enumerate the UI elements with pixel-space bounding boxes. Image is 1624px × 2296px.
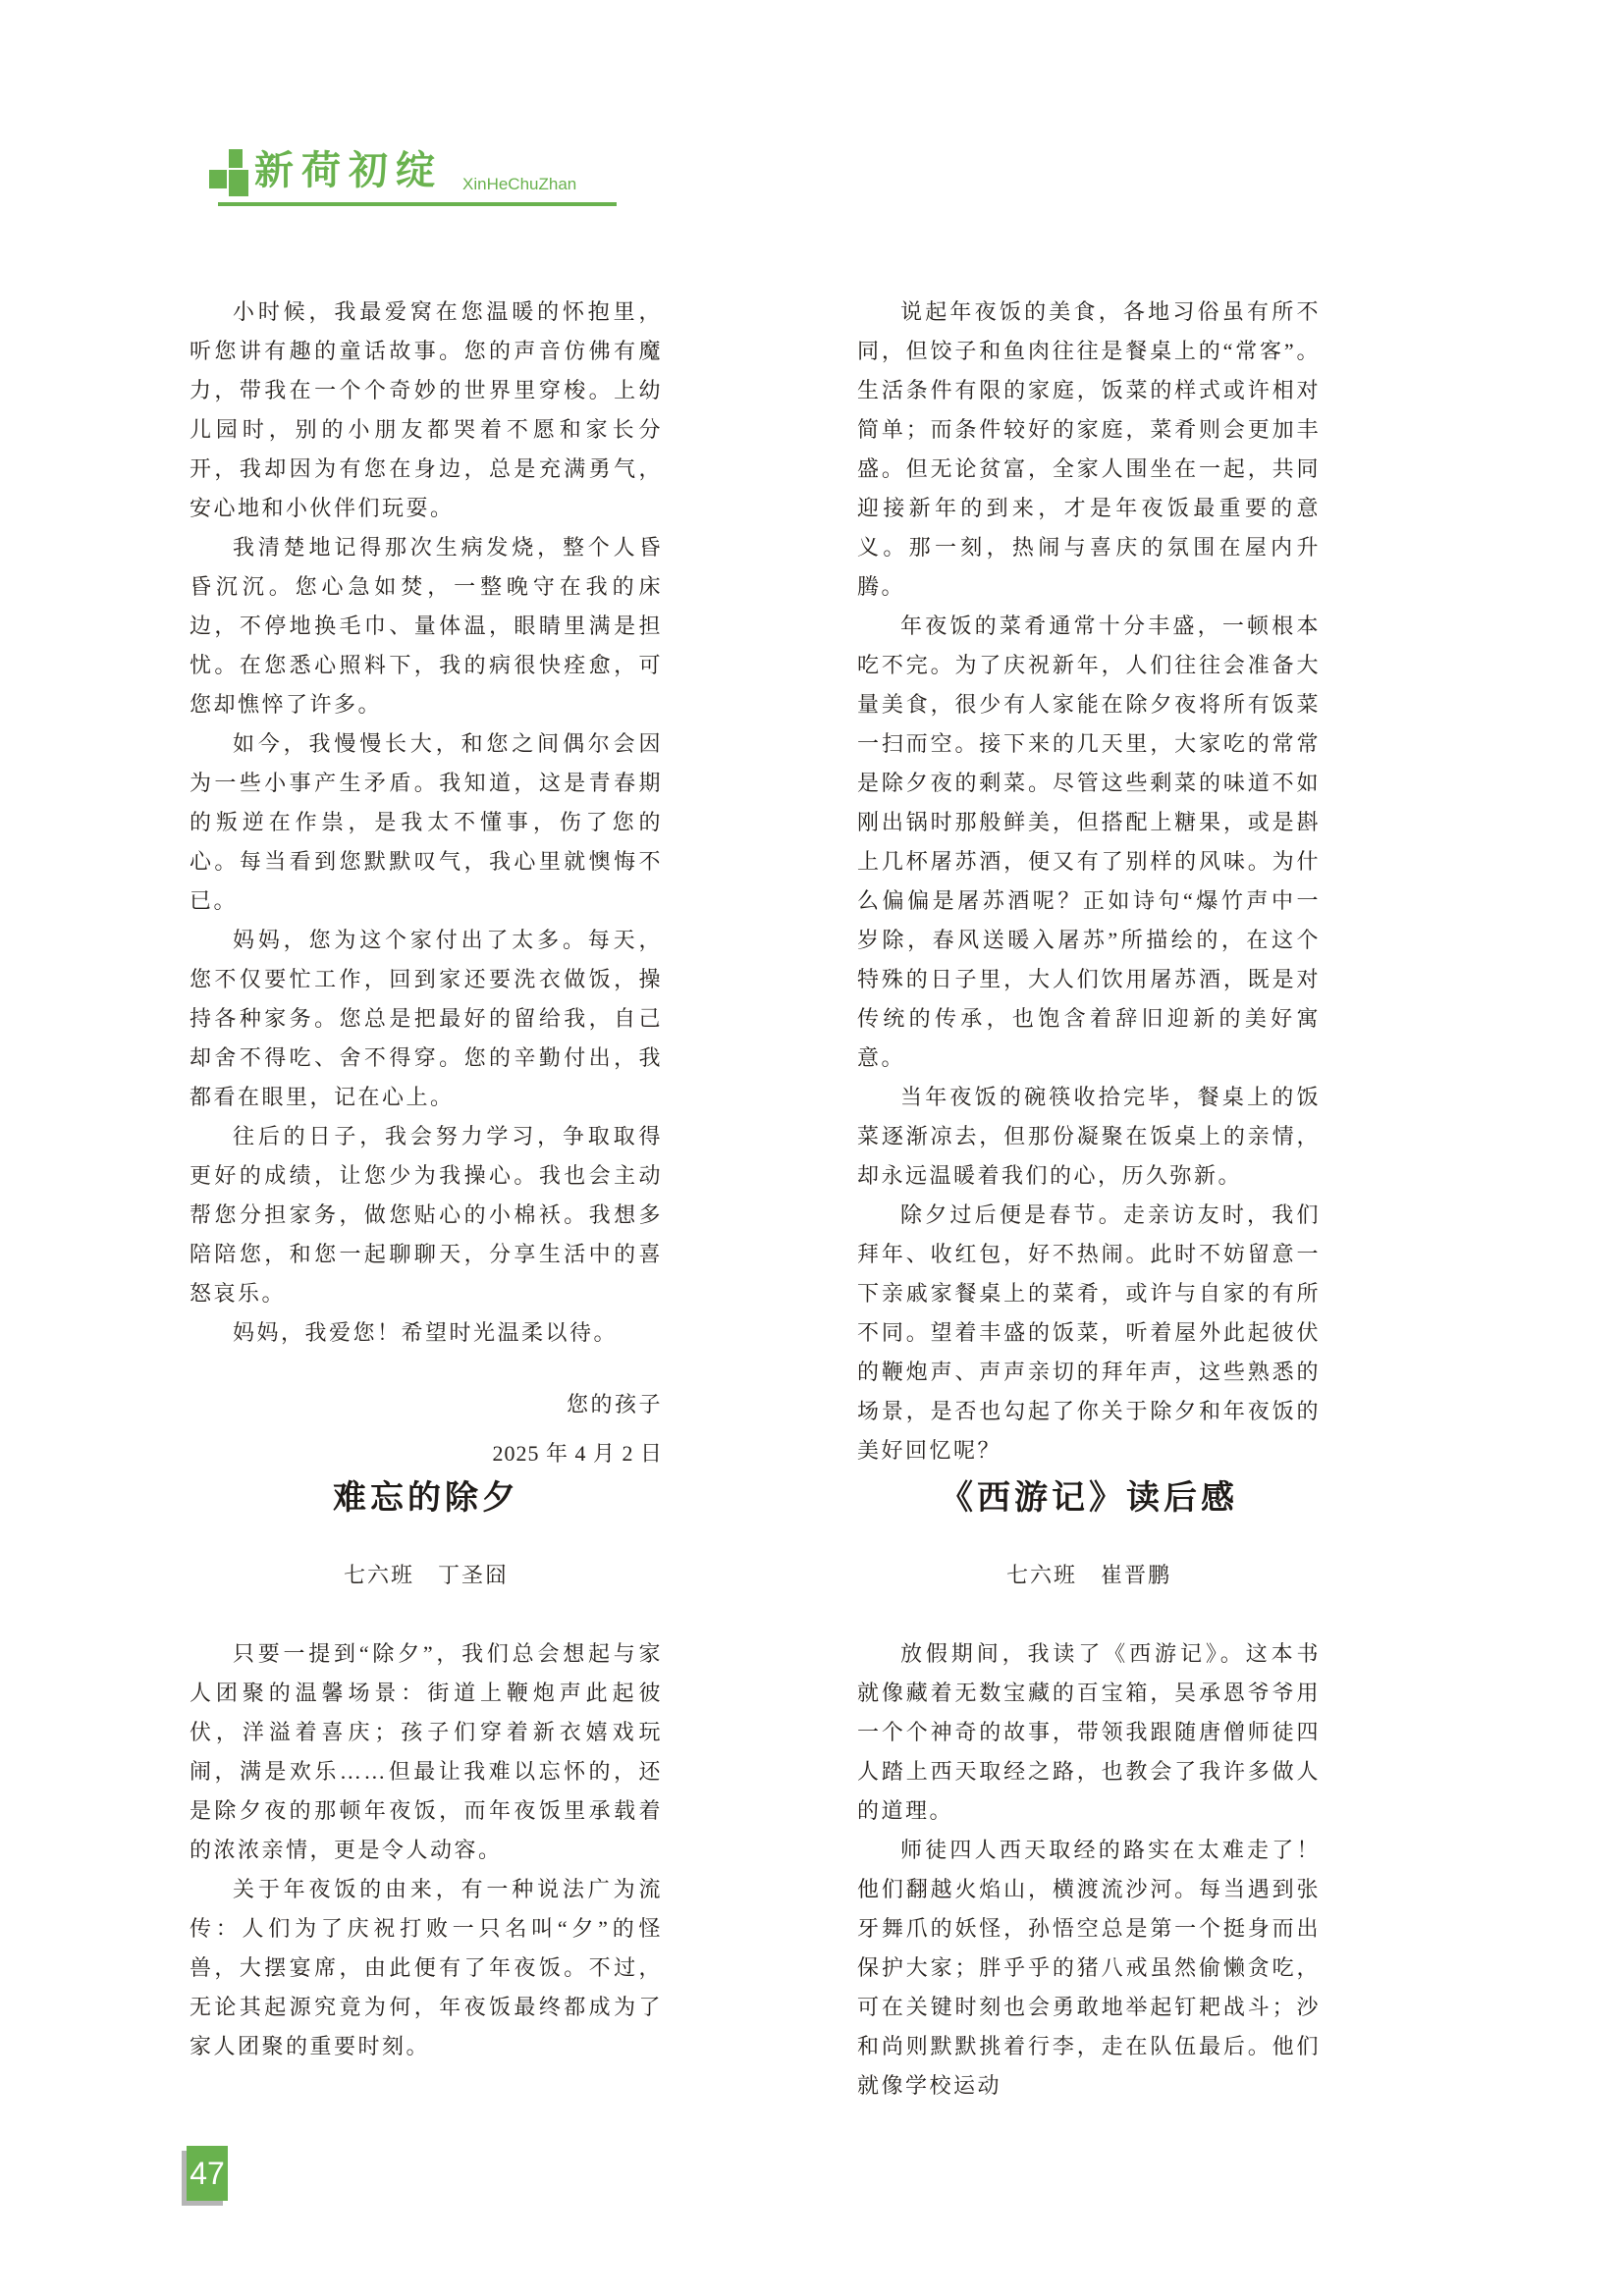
page-number-badge: 47 xyxy=(187,2146,228,2201)
letter-paragraph: 小时候，我最爱窝在您温暖的怀抱里，听您讲有趣的童话故事。您的声音仿佛有魔力，带我在一个个奇妙的世界里穿梭。上幼儿园时，别的小朋友都哭着不愿和家长分开，我却因为有您在身边，总是充满勇气，安心地和小伙伴们玩耍。 xyxy=(189,299,663,520)
essay-continuation-paragraph: 当年夜饭的碗筷收拾完毕，餐桌上的饭菜逐渐凉去，但那份凝聚在饭桌上的亲情，却永远温暖着我们的心，历久弥新。 xyxy=(857,1085,1321,1188)
header-rule xyxy=(218,202,617,206)
essay-body xyxy=(857,1634,1321,2106)
right-column xyxy=(857,293,1321,2216)
essay-title: 《西游记》读后感 xyxy=(940,1480,1238,1517)
essay-author: 七六班 崔晋鹏 xyxy=(1005,1563,1171,1587)
logo-square xyxy=(229,149,243,168)
essay-paragraph: 关于年夜饭的由来，有一种说法广为流传：人们为了庆祝打败一只名叫“夕”的怪兽，大摆宴席，由此便有了年夜饭。不过，无论其起源究竟为何，年夜饭最终都成为了家人团聚的重要时刻。 xyxy=(189,1877,663,2058)
letter-paragraph: 往后的日子，我会努力学习，争取取得更好的成绩，让您少为我操心。我也会主动帮您分担家务，做您贴心的小棉袄。我想多陪陪您，和您一起聊聊天，分享生活中的喜怒哀乐。 xyxy=(189,1124,663,1306)
logo-squares-icon xyxy=(197,149,250,198)
logo-square xyxy=(209,170,227,188)
magazine-title: 新荷初绽 xyxy=(254,149,443,192)
letter-paragraph: 我清楚地记得那次生病发烧，整个人昏昏沉沉。您心急如焚，一整晚守在我的床边，不停地换毛巾、量体温，眼睛里满是担忧。在您悉心照料下，我的病很快痊愈，可您却憔悴了许多。 xyxy=(189,535,663,717)
logo-square xyxy=(229,170,248,196)
essay-body xyxy=(189,1634,663,2066)
letter-signature: 您的孩子 xyxy=(566,1392,663,1416)
essay-author: 七六班 丁圣囧 xyxy=(343,1563,509,1587)
essay-journey-to-the-west-review xyxy=(857,1476,1321,2106)
left-column xyxy=(189,293,663,2216)
magazine-title-pinyin: XinHeChuZhan xyxy=(462,175,577,193)
essay-paragraph: 师徒四人西天取经的路实在太难走了！他们翻越火焰山，横渡流沙河。每当遇到张牙舞爪的妖怪，孙悟空总是第一个挺身而出保护大家；胖乎乎的猪八戒虽然偷懒贪吃，可在关键时刻也会勇敢地举起钉耙战斗；沙和尚则默默挑着行李，走在队伍最后。他们就像学校运动 xyxy=(857,1838,1321,2098)
essay-title: 难忘的除夕 xyxy=(333,1480,519,1517)
essay-continuation-paragraph: 说起年夜饭的美食，各地习俗虽有所不同，但饺子和鱼肉往往是餐桌上的“常客”。生活条件有限的家庭，饭菜的样式或许相对简单；而条件较好的家庭，菜肴则会更加丰盛。但无论贫富，全家人围坐在一起，共同迎接新年的到来，才是年夜饭最重要的意义。那一刻，热闹与喜庆的氛围在屋内升腾。 xyxy=(857,299,1321,599)
essay-unforgettable-new-years-eve xyxy=(189,1476,663,2066)
letter-paragraph: 妈妈，您为这个家付出了太多。每天，您不仅要忙工作，回到家还要洗衣做饭，操持各种家务。您总是把最好的留给我，自己却舍不得吃、舍不得穿。您的辛勤付出，我都看在眼里，记在心上。 xyxy=(189,928,663,1109)
essay-continuation-paragraph: 除夕过后便是春节。走亲访友时，我们拜年、收红包，好不热闹。此时不妨留意一下亲戚家餐桌上的菜肴，或许与自家的有所不同。望着丰盛的饭菜，听着屋外此起彼伏的鞭炮声、声声亲切的拜年声，这些熟悉的场景，是否也勾起了你关于除夕和年夜饭的美好回忆呢？ xyxy=(857,1202,1321,1463)
essay-continuation-paragraph: 年夜饭的菜肴通常十分丰盛，一顿根本吃不完。为了庆祝新年，人们往往会准备大量美食，很少有人家能在除夕夜将所有饭菜一扫而空。接下来的几天里，大家吃的常常是除夕夜的剩菜。尽管这些剩菜的味道不如刚出锅时那般鲜美，但搭配上糖果，或是斟上几杯屠苏酒，便又有了别样的风味。为什么偏偏是屠苏酒呢？正如诗句“爆竹声中一岁除，春风送暖入屠苏”所描绘的，在这个特殊的日子里，大人们饮用屠苏酒，既是对传统的传承，也饱含着辞旧迎新的美好寓意。 xyxy=(857,614,1321,1070)
letter-paragraph: 如今，我慢慢长大，和您之间偶尔会因为一些小事产生矛盾。我知道，这是青春期的叛逆在作祟，是我太不懂事，伤了您的心。每当看到您默默叹气，我心里就懊悔不已。 xyxy=(189,731,663,913)
letter-date: 2025 年 4 月 2 日 xyxy=(492,1441,663,1466)
letter-paragraph: 妈妈，我爱您！希望时光温柔以待。 xyxy=(233,1320,619,1345)
essay-paragraph: 只要一提到“除夕”，我们总会想起与家人团聚的温馨场景：街道上鞭炮声此起彼伏，洋溢着喜庆；孩子们穿着新衣嬉戏玩闹，满是欢乐……但最让我难以忘怀的，还是除夕夜的那顿年夜饭，而年夜饭里承载着的浓浓亲情，更是令人动容。 xyxy=(189,1641,663,1862)
essay-paragraph: 放假期间，我读了《西游记》。这本书就像藏着无数宝藏的百宝箱，吴承恩爷爷用一个个神奇的故事，带领我跟随唐僧师徒四人踏上西天取经之路，也教会了我许多做人的道理。 xyxy=(857,1641,1321,1823)
